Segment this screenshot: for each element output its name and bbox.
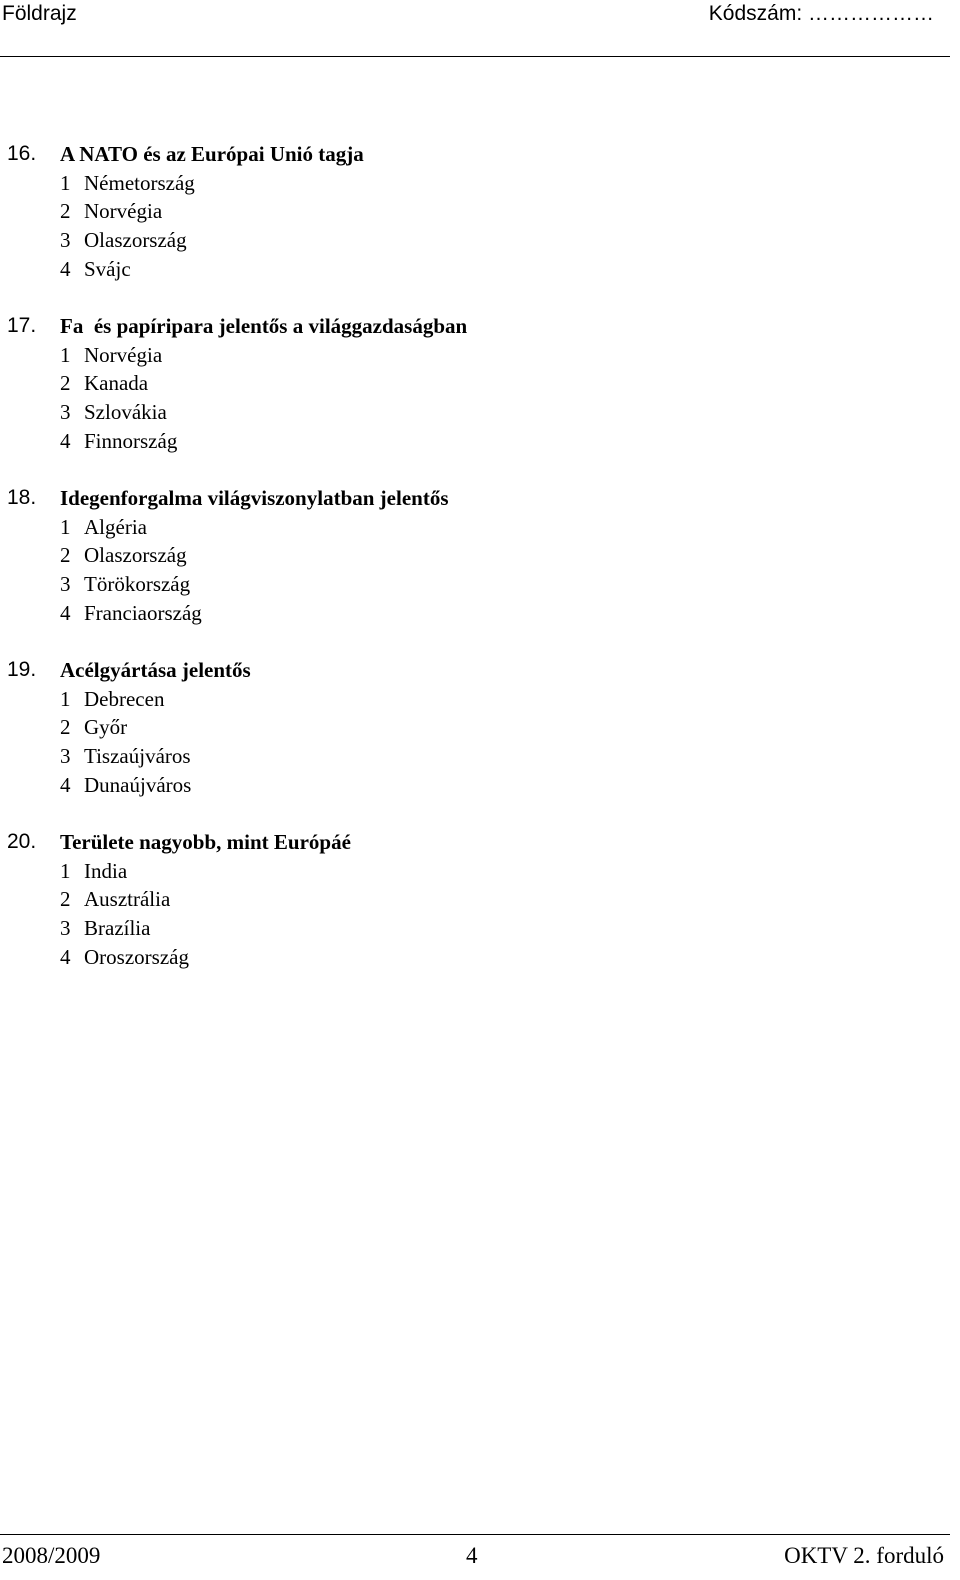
subject-title: Földrajz xyxy=(2,2,77,25)
option-label: Svájc xyxy=(84,256,131,281)
competition-round: OKTV 2. forduló xyxy=(784,1543,944,1568)
option-label: India xyxy=(84,858,128,883)
option-label: Norvégia xyxy=(84,199,163,224)
option-item xyxy=(0,369,940,398)
option-item xyxy=(0,914,940,943)
school-year: 2008/2009 xyxy=(2,1543,101,1568)
option-label: Franciaország xyxy=(84,600,202,625)
option-number: 2 xyxy=(60,715,71,740)
option-item xyxy=(0,771,940,800)
option-item xyxy=(0,513,940,542)
question-heading xyxy=(0,312,940,341)
option-label: Ausztrália xyxy=(84,887,171,912)
question-heading xyxy=(0,656,940,685)
option-number: 2 xyxy=(60,199,71,224)
question-title: Területe nagyobb, mint Európáé xyxy=(60,830,351,854)
question-heading xyxy=(0,828,940,857)
question-title: A NATO és az Európai Unió tagja xyxy=(60,142,364,166)
question-heading xyxy=(0,140,940,169)
option-number: 4 xyxy=(60,428,71,453)
option-item xyxy=(0,398,940,427)
option-label: Debrecen xyxy=(84,686,165,711)
option-number: 1 xyxy=(60,686,71,711)
option-item xyxy=(0,427,940,456)
option-label: Törökország xyxy=(84,572,191,597)
option-label: Norvégia xyxy=(84,342,163,367)
option-item xyxy=(0,943,940,972)
option-number: 3 xyxy=(60,744,71,769)
code-label: Kódszám: ……………… xyxy=(708,2,934,25)
option-label: Győr xyxy=(84,715,128,740)
option-item xyxy=(0,255,940,284)
option-item xyxy=(0,742,940,771)
option-label: Tiszaújváros xyxy=(84,744,191,769)
question-number: 17. xyxy=(7,314,37,337)
option-number: 2 xyxy=(60,371,71,396)
option-label: Algéria xyxy=(84,514,147,539)
option-number: 3 xyxy=(60,916,71,941)
option-number: 4 xyxy=(60,600,71,625)
question-20 xyxy=(0,828,940,971)
question-number: 19. xyxy=(7,658,37,681)
option-label: Szlovákia xyxy=(84,400,167,425)
option-number: 1 xyxy=(60,858,71,883)
option-number: 2 xyxy=(60,543,71,568)
question-title: Fa és papíripara jelentős a világgazdaságban xyxy=(60,314,468,338)
option-item xyxy=(0,857,940,886)
option-label: Brazília xyxy=(84,916,151,941)
option-number: 4 xyxy=(60,772,71,797)
question-16 xyxy=(0,140,940,283)
option-number: 3 xyxy=(60,572,71,597)
option-number: 3 xyxy=(60,400,71,425)
question-title: Idegenforgalma világviszonylatban jelentős xyxy=(60,486,449,510)
page-footer xyxy=(0,1534,950,1580)
option-label: Kanada xyxy=(84,371,149,396)
question-19 xyxy=(0,656,940,799)
option-number: 4 xyxy=(60,944,71,969)
option-number: 3 xyxy=(60,228,71,253)
option-number: 2 xyxy=(60,887,71,912)
option-item xyxy=(0,226,940,255)
question-heading xyxy=(0,484,940,513)
question-number: 20. xyxy=(7,830,37,853)
question-17 xyxy=(0,312,940,455)
option-label: Oroszország xyxy=(84,944,189,969)
option-item xyxy=(0,685,940,714)
question-number: 16. xyxy=(7,142,37,165)
option-label: Olaszország xyxy=(84,543,187,568)
option-item xyxy=(0,169,940,198)
page-header xyxy=(0,0,950,57)
option-item xyxy=(0,885,940,914)
question-number: 18. xyxy=(7,486,37,509)
question-title: Acélgyártása jelentős xyxy=(60,658,251,682)
option-number: 1 xyxy=(60,514,71,539)
option-item xyxy=(0,713,940,742)
option-item xyxy=(0,541,940,570)
option-label: Németország xyxy=(84,170,195,195)
option-item xyxy=(0,570,940,599)
option-item xyxy=(0,341,940,370)
option-label: Finnország xyxy=(84,428,178,453)
option-number: 4 xyxy=(60,256,71,281)
option-item xyxy=(0,599,940,628)
option-label: Olaszország xyxy=(84,228,187,253)
option-item xyxy=(0,197,940,226)
question-18 xyxy=(0,484,940,627)
option-number: 1 xyxy=(60,342,71,367)
option-label: Dunaújváros xyxy=(84,772,192,797)
page-number: 4 xyxy=(466,1543,478,1568)
option-number: 1 xyxy=(60,170,71,195)
